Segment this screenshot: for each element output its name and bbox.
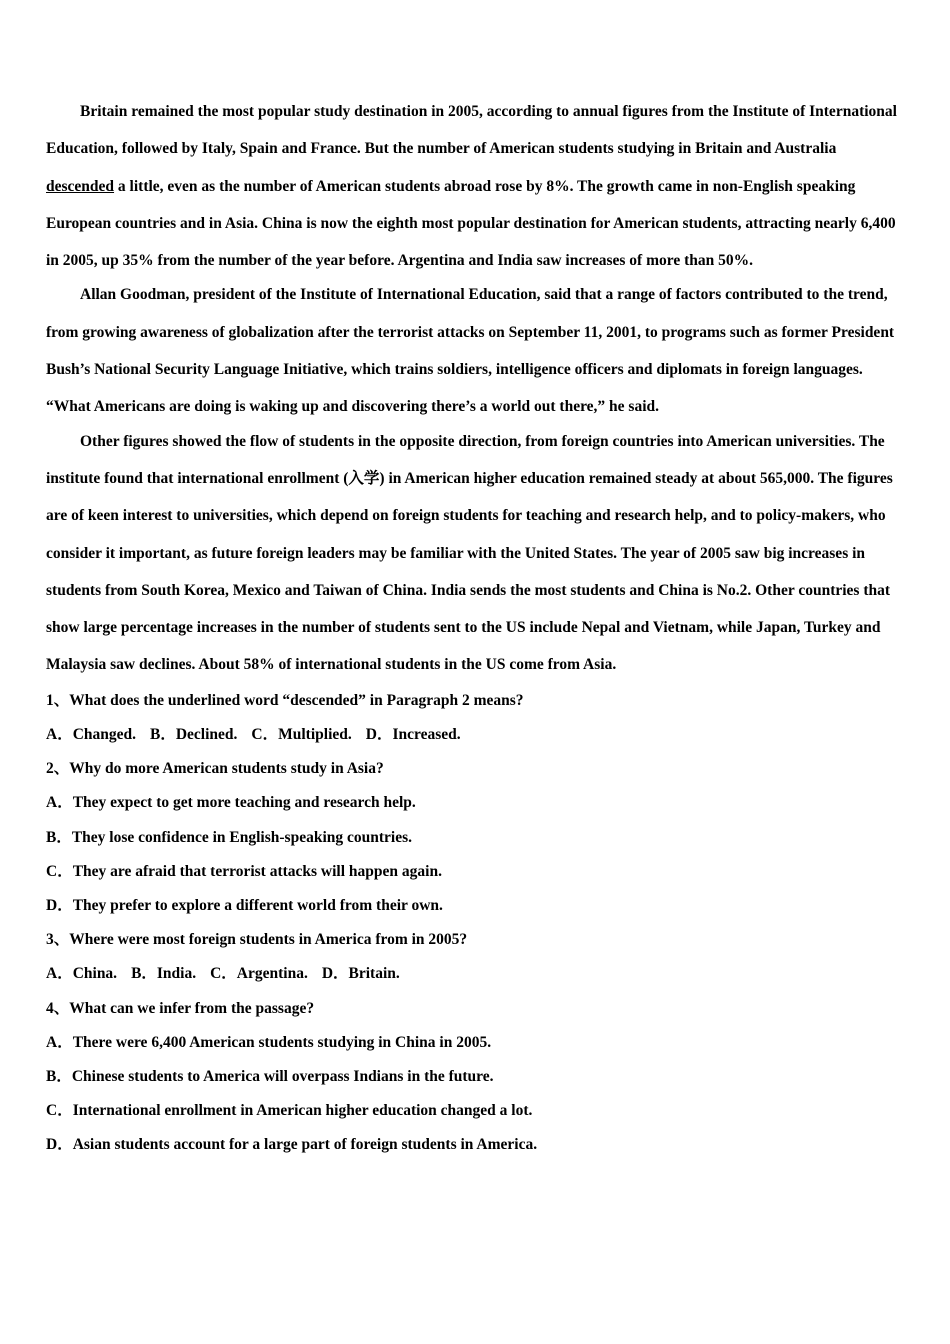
option-c[interactable]: C．Multiplied.: [251, 725, 352, 743]
passage-paragraph-2: Allan Goodman, president of the Institute of International Education, said that a range of factors contributed to the trend, from growing awareness of globalization after the terrorist attacks on September 11, 2001, to programs such as former President Bush’s National Security Language Initiative, which trains soldiers, intelligence officers and diplomats in foreign languages. “What Americans are doing is waking up and discovering there’s a world out there,” he said.: [46, 286, 895, 416]
document-page: [46, 93, 908, 1163]
passage-paragraph-1: [46, 93, 908, 279]
question-4-option-a[interactable]: A．There were 6,400 American students studying in China in 2005.: [46, 1033, 492, 1051]
question-4-option-b[interactable]: B．Chinese students to America will overpass Indians in the future.: [46, 1067, 494, 1085]
question-4-option-c[interactable]: C．International enrollment in American higher education changed a lot.: [46, 1102, 533, 1120]
question-2-option-c[interactable]: C．They are afraid that terrorist attacks will happen again.: [46, 862, 442, 880]
option-b[interactable]: B．Declined.: [150, 725, 238, 743]
question-2-option-b[interactable]: B．They lose confidence in English-speaking countries.: [46, 828, 413, 846]
option-c[interactable]: C．Argentina.: [210, 965, 308, 983]
question-4-option-d[interactable]: D．Asian students account for a large part of foreign students in America.: [46, 1136, 538, 1154]
question-2-option-d[interactable]: D．They prefer to explore a different world from their own.: [46, 896, 443, 914]
underlined-word: descended: [46, 177, 115, 195]
paragraph-1-text-end: a little, even as the number of American students abroad rose by 8%. The growth came in non-English speaking European countries and in Asia. China is now the eighth most popular destination for American students, attracting nearly 6,400 in 2005, up 35% from the number of the year before. Argentina and India saw increases of more than 50%.: [46, 177, 896, 270]
question-2-option-a[interactable]: A．They expect to get more teaching and research help.: [46, 794, 416, 812]
question-2-stem: 2、Why do more American students study in Asia?: [46, 760, 384, 778]
question-1-stem: 1、What does the underlined word “descended” in Paragraph 2 means?: [46, 691, 524, 709]
option-a[interactable]: A．China.: [46, 965, 118, 983]
passage-paragraph-3: Other figures showed the flow of students in the opposite direction, from foreign countries into American universities. The institute found that international enrollment (入学) in American higher education remained steady at about 565,000. The figures are of keen interest to universities, which depend on foreign students for teaching and research help, and to policy-makers, who consider it important, as future foreign leaders may be familiar with the United States. The year of 2005 saw big increases in students from South Korea, Mexico and Taiwan of China. India sends the most students and China is No.2. Other countries that show large percentage increases in the number of students sent to the US include Nepal and Vietnam, while Japan, Turkey and Malaysia saw declines. About 58% of international students in the US come from Asia.: [46, 432, 893, 674]
option-d[interactable]: D．Britain.: [321, 965, 400, 983]
paragraph-1-text-start: Britain remained the most popular study destination in 2005, according to annual figures from the Institute of International Education, followed by Italy, Spain and France. But the number of American students studying in Britain and Australia: [46, 103, 897, 158]
option-d[interactable]: D．Increased.: [365, 725, 461, 743]
question-1-options: [46, 718, 908, 752]
option-a[interactable]: A．Changed.: [46, 725, 137, 743]
question-3-options: [46, 957, 908, 991]
question-4-stem: 4、What can we infer from the passage?: [46, 999, 315, 1017]
option-b[interactable]: B．India.: [131, 965, 197, 983]
question-3-stem: 3、Where were most foreign students in America from in 2005?: [46, 931, 468, 949]
